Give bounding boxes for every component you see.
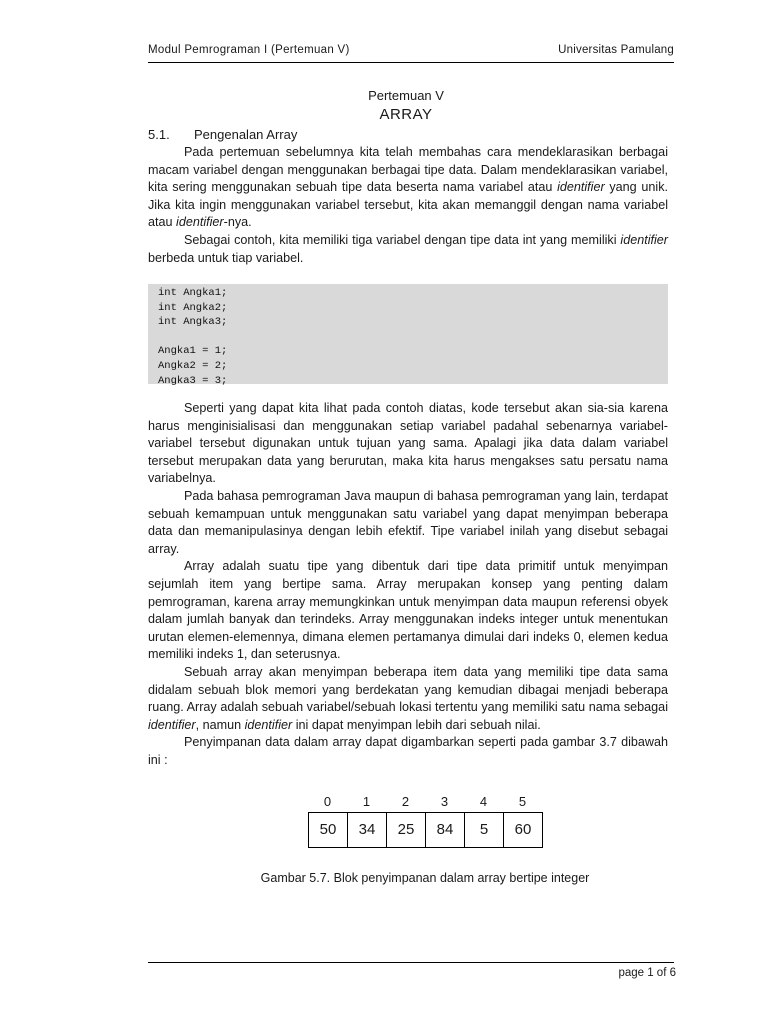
section-title: Pengenalan Array xyxy=(194,127,298,142)
array-cell: 60 xyxy=(514,821,532,838)
page-number: page 1 of 6 xyxy=(618,967,676,979)
array-index: 0 xyxy=(323,794,332,809)
running-header-right: Universitas Pamulang xyxy=(558,44,674,56)
paragraph: Sebuah array akan menyimpan beberapa item data yang memiliki tipe data sama didalam sebuah blok memori yang berdekatan yang kemudian dibagai menjadi beberapa ruang. Array adalah sebuah variabel/sebuah lokasi tertentu yang memiliki satu nama sebagai identifier, namun identifier ini dapat menyimpan lebih dari sebuah nilai. xyxy=(148,664,668,732)
running-header-left: Modul Pemrograman I (Pertemuan V) xyxy=(148,44,350,56)
paragraph: Penyimpanan data dalam array dapat digambarkan seperti pada gambar 3.7 dibawah ini : xyxy=(148,735,668,767)
paragraph: Array adalah suatu tipe yang dibentuk dari tipe data primitif untuk menyimpan sejumlah item yang bertipe sama. Array merupakan konsep yang penting dalam pemrograman, karena array memungkinkan untuk menyimpan data maupun referensi obyek dalam jumlah banyak dan terindeks. Array menggunakan indeks integer untuk menentukan urutan elemen-elemennya, dimana elemen pertamanya dimulai dari indeks 0, elemen kedua memiliki indeks 1, dan seterusnya. xyxy=(148,559,668,662)
footer-rule xyxy=(148,962,674,963)
paragraph: Seperti yang dapat kita lihat pada contoh diatas, kode tersebut akan sia-sia karena harus menginisialisasi dan menggunakan setiap variabel padahal sebenarnya variabel-variabel tersebut digunakan untuk tujuan yang sama. Apalagi jika data dalam variabel tersebut merupakan data yang berurutan, maka kita harus mengakses satu persatu nama variabelnya. xyxy=(148,401,668,486)
paragraph: Pada pertemuan sebelumnya kita telah membahas cara mendeklarasikan berbagai macam variabel dengan menggunakan berbagai tipe data. Dalam mendeklarasikan variabel, kita sering menggunakan sebuah tipe data beserta nama variabel atau identifier yang unik. Jika kita ingin menggunakan variabel tersebut, kita akan memanggil dengan nama variabel atau identifier-nya. xyxy=(148,145,668,230)
emphasis: identifier xyxy=(244,717,293,732)
paragraph: Sebagai contoh, kita memiliki tiga variabel dengan tipe data int yang memiliki identifier berbeda untuk tiap variabel. xyxy=(148,232,668,265)
code-block: int Angka1; int Angka2; int Angka3; Angka1 = 1; Angka2 = 2; Angka3 = 3; xyxy=(148,284,668,384)
section-heading xyxy=(148,127,297,142)
emphasis: identifier xyxy=(620,232,668,247)
chapter-subtitle: ARRAY xyxy=(379,106,433,123)
array-cell: 84 xyxy=(426,813,465,847)
emphasis: identifier xyxy=(148,717,196,732)
array-cell-row xyxy=(308,812,543,848)
array-index: 1 xyxy=(362,794,371,809)
array-cell: 5 xyxy=(465,813,504,847)
header-rule xyxy=(148,62,674,63)
paragraph: Pada bahasa pemrograman Java maupun di bahasa pemrograman yang lain, terdapat sebuah kemampuan untuk menggunakan satu variabel yang dapat menyimpan beberapa data dan memanipulasinya dengan lebih efektif. Tipe variabel inilah yang disebut sebagai array. xyxy=(148,488,668,556)
body-text-bottom xyxy=(148,400,668,769)
array-index: 4 xyxy=(479,794,488,809)
array-index: 3 xyxy=(440,794,449,809)
body-text-top xyxy=(148,144,668,267)
array-index-row xyxy=(308,794,543,809)
emphasis: identifier xyxy=(176,215,224,230)
figure-caption: Gambar 5.7. Blok penyimpanan dalam array bertipe integer xyxy=(260,871,590,885)
array-figure xyxy=(308,794,543,848)
array-cell: 34 xyxy=(348,813,387,847)
array-cell: 25 xyxy=(387,813,426,847)
array-index: 5 xyxy=(518,794,527,809)
emphasis: identifier xyxy=(557,180,605,195)
array-index: 2 xyxy=(401,794,410,809)
array-cell: 50 xyxy=(309,813,348,847)
chapter-title: Pertemuan V xyxy=(368,88,444,103)
section-number: 5.1. xyxy=(148,127,170,142)
